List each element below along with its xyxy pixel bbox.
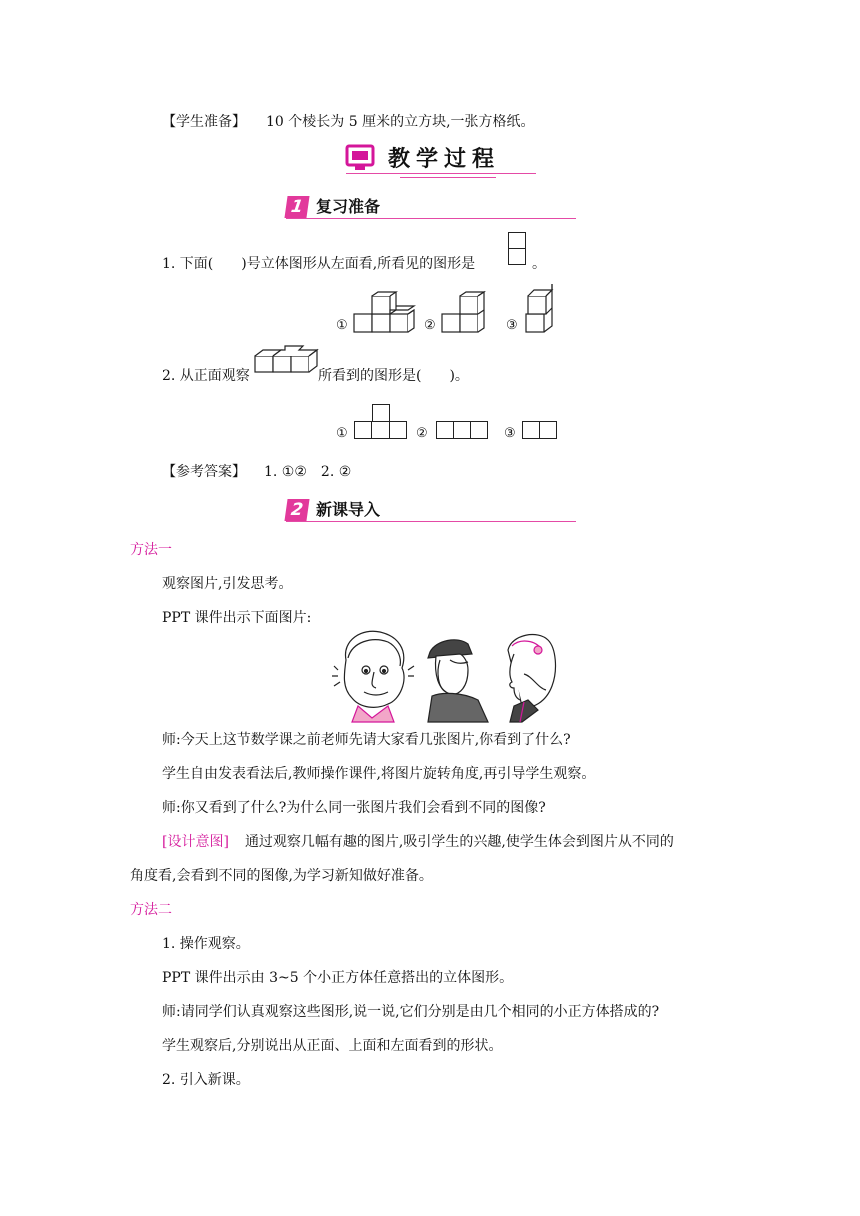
q1-option-3-label: ③	[506, 318, 518, 333]
method-2-heading: 方法二	[130, 902, 172, 918]
paragraph: 师:今天上这节数学课之前老师先请大家看几张图片,你看到了什么?	[162, 732, 571, 748]
q2-option-1-cell	[389, 421, 407, 439]
q2-option-3-label: ③	[504, 426, 516, 441]
lady-with-bonnet-icon	[508, 635, 555, 722]
q2-option-3-cell	[539, 421, 557, 439]
q2-option-2-cell	[436, 421, 454, 439]
title-underline-2	[400, 177, 496, 178]
design-intent-label: [设计意图]	[162, 834, 229, 850]
q2-option-1-cell	[354, 421, 372, 439]
old-woman-face-icon	[332, 631, 414, 722]
q2-option-1-top	[372, 404, 390, 422]
q2-option-2-cell	[453, 421, 471, 439]
section-title-2: 新课导入	[316, 500, 381, 519]
q2-text-before: 2. 从正面观察	[162, 368, 250, 384]
q1-end: 。	[532, 256, 546, 272]
method-1-heading: 方法一	[130, 542, 172, 558]
q1-left-view-top	[508, 232, 526, 249]
q1-option-2-label: ②	[424, 318, 436, 333]
section-title-1: 复习准备	[316, 197, 381, 216]
q1-text: 1. 下面( )号立体图形从左面看,所看见的图形是	[162, 256, 476, 272]
paragraph: 观察图片,引发思考。	[162, 576, 293, 592]
title-underline	[346, 173, 536, 174]
q2-option-2-label: ②	[416, 426, 428, 441]
paragraph: 1. 操作观察。	[162, 936, 250, 952]
question-1	[162, 254, 475, 274]
paragraph: 师:请同学们认真观察这些图形,说一说,它们分别是由几个相同的小正方体搭成的?	[162, 1004, 660, 1020]
paragraph: 学生观察后,分别说出从正面、上面和左面看到的形状。	[162, 1038, 503, 1054]
q2-option-3-cell	[522, 421, 540, 439]
paragraph: 2. 引入新课。	[162, 1072, 250, 1088]
q2-option-1-label: ①	[336, 426, 348, 441]
man-with-hat-icon	[428, 640, 488, 722]
paragraph: 师:你又看到了什么?为什么同一张图片我们会看到不同的图像?	[162, 800, 546, 816]
design-intent	[162, 832, 674, 852]
prep-label: 【学生准备】	[162, 114, 246, 130]
design-intent-continued: 角度看,会看到不同的图像,为学习新知做好准备。	[130, 868, 433, 884]
q1-option-1-figure	[354, 292, 414, 336]
q2-text-after: 所看到的图形是( )。	[318, 368, 469, 384]
prep-text: 10 个棱长为 5 厘米的立方块,一张方格纸。	[266, 114, 535, 130]
paragraph: PPT 课件出示下面图片:	[162, 610, 312, 626]
answer-text: 1. ①② 2. ②	[264, 464, 352, 480]
q2-option-2-cell	[470, 421, 488, 439]
design-intent-text: 通过观察几幅有趣的图片,吸引学生的兴趣,使学生体会到图片从不同的	[244, 834, 674, 850]
q1-option-3-figure	[526, 284, 556, 334]
face-illustrations	[332, 630, 562, 722]
reference-answer	[162, 462, 351, 482]
q1-left-view-bottom	[508, 248, 526, 265]
section-underline-1	[286, 218, 576, 219]
student-prep	[162, 112, 535, 132]
paragraph: PPT 课件出示由 3~5 个小正方体任意搭出的立体图形。	[162, 970, 514, 986]
q1-option-2-figure	[442, 292, 492, 336]
answer-label: 【参考答案】	[162, 464, 246, 480]
section-number-2: 2	[284, 499, 309, 521]
q2-solid-figure	[255, 348, 317, 374]
section-underline-2	[286, 521, 576, 522]
question-2	[162, 366, 250, 386]
q2-option-1-cell	[371, 421, 390, 439]
section-number-1: 1	[284, 196, 309, 218]
paragraph: 学生自由发表看法后,教师操作课件,将图片旋转角度,再引导学生观察。	[162, 766, 596, 782]
q1-option-1-label: ①	[336, 318, 348, 333]
page-title: 教学过程	[388, 146, 501, 172]
